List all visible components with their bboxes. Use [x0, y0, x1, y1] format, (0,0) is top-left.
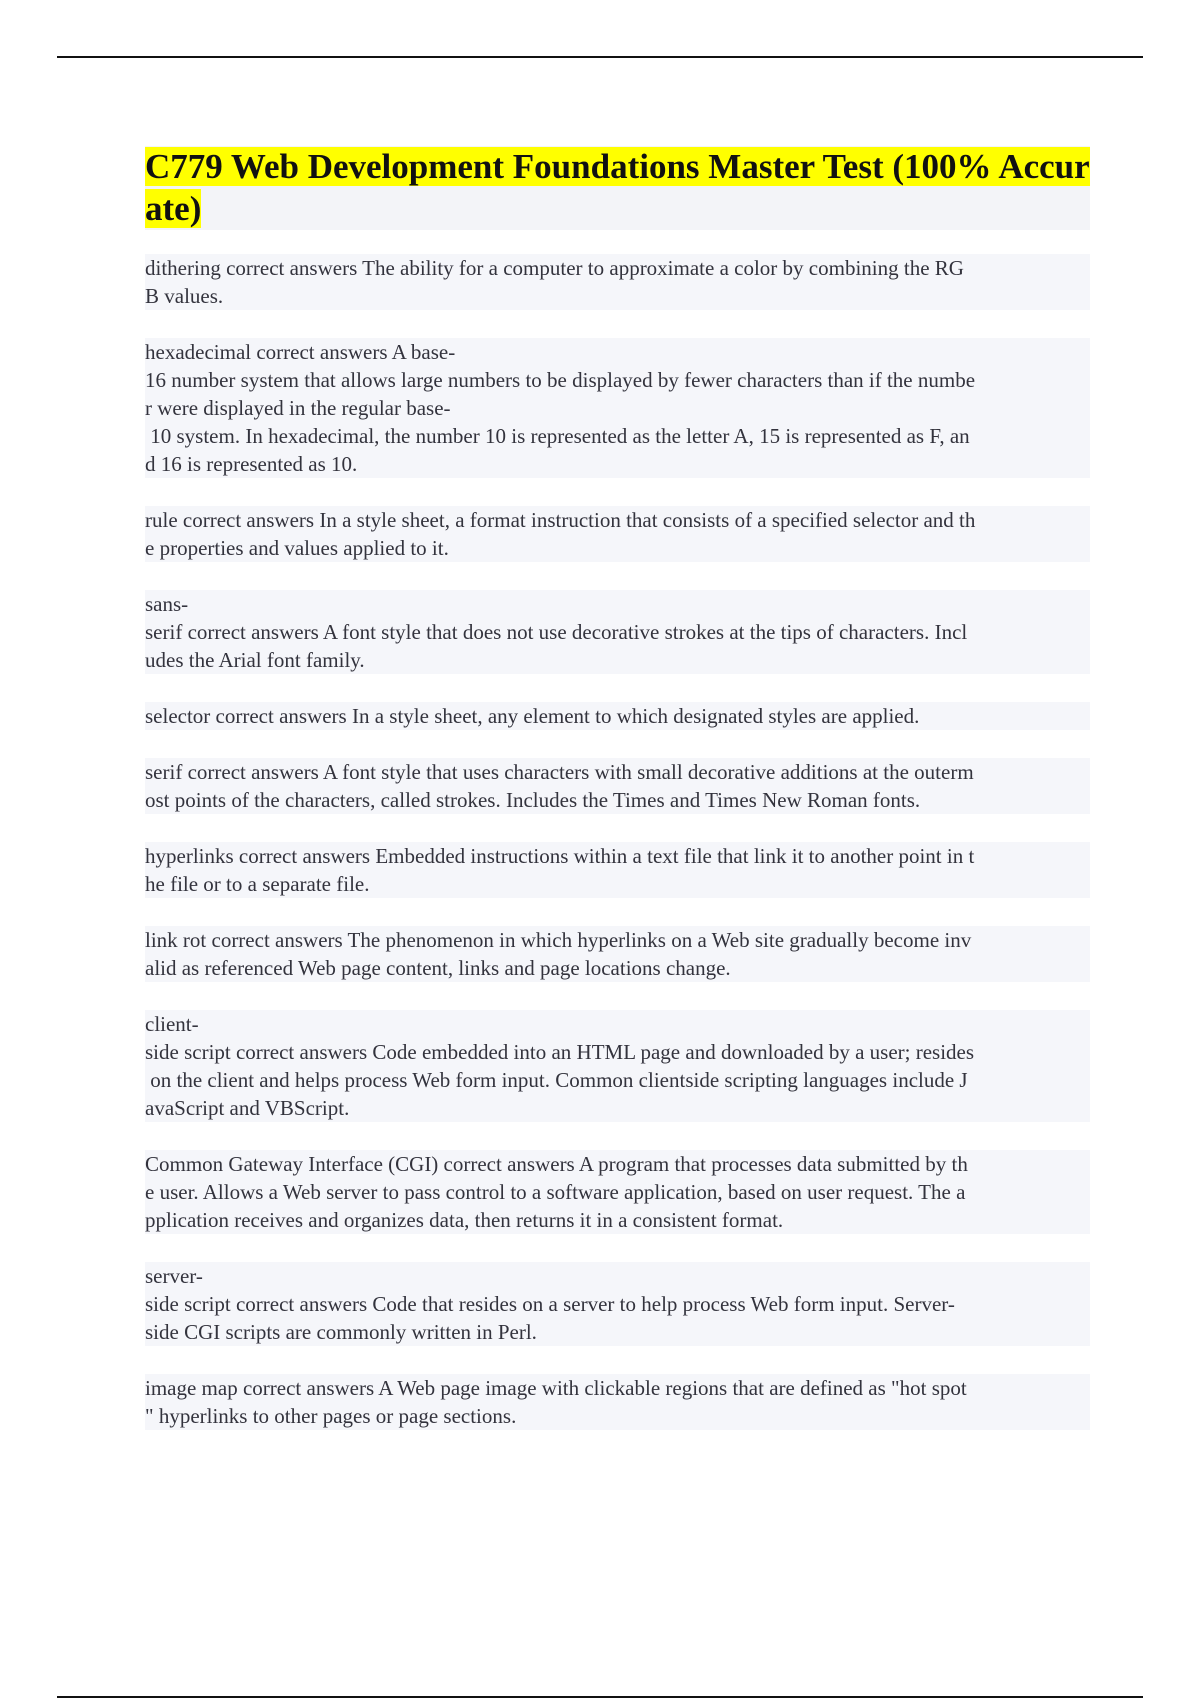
entry-rule: rule correct answers In a style sheet, a format instruction that consists of a specified selector and th e properties and values applied to it. — [145, 506, 1090, 562]
entry-link-rot: link rot correct answers The phenomenon in which hyperlinks on a Web site gradually become inv alid as referenced Web page content, links and page locations change. — [145, 926, 1090, 982]
entry-hexadecimal: hexadecimal correct answers A base- 16 number system that allows large numbers to be displayed by fewer characters than if the numbe r were displayed in the regular base- 10 system. In hexadecimal, the number 10 is represented as the letter A, 15 is represented as F, an d 16 is represented as 10. — [145, 338, 1090, 478]
entry-cgi: Common Gateway Interface (CGI) correct answers A program that processes data submitted by th e user. Allows a Web server to pass control to a software application, based on user request. The a pplication receives and organizes data, then returns it in a consistent format. — [145, 1150, 1090, 1234]
top-rule — [57, 56, 1143, 58]
entry-sans-serif: sans- serif correct answers A font style that does not use decorative strokes at the tips of characters. Incl udes the Arial font family. — [145, 590, 1090, 674]
title-highlight: C779 Web Development Foundations Master Test (100% Accurate) — [145, 147, 1090, 228]
title-block — [145, 146, 1090, 230]
entry-hyperlinks: hyperlinks correct answers Embedded instructions within a text file that link it to another point in t he file or to a separate file. — [145, 842, 1090, 898]
entry-client-side-script: client- side script correct answers Code embedded into an HTML page and downloaded by a user; resides on the client and helps process Web form input. Common clientside scripting languages include J avaScript and VBScript. — [145, 1010, 1090, 1122]
entry-selector: selector correct answers In a style sheet, any element to which designated styles are applied. — [145, 702, 1090, 730]
entry-image-map: image map correct answers A Web page image with clickable regions that are defined as "hot spot " hyperlinks to other pages or page sections. — [145, 1374, 1090, 1430]
document-title — [145, 146, 1090, 230]
document-body — [145, 146, 1090, 1430]
entry-dithering: dithering correct answers The ability for a computer to approximate a color by combining the RG B values. — [145, 254, 1090, 310]
entry-server-side-script: server- side script correct answers Code that resides on a server to help process Web form input. Server- side CGI scripts are commonly written in Perl. — [145, 1262, 1090, 1346]
bottom-rule — [57, 1696, 1143, 1698]
entry-serif: serif correct answers A font style that uses characters with small decorative additions at the outerm ost points of the characters, called strokes. Includes the Times and Times New Roman fonts. — [145, 758, 1090, 814]
